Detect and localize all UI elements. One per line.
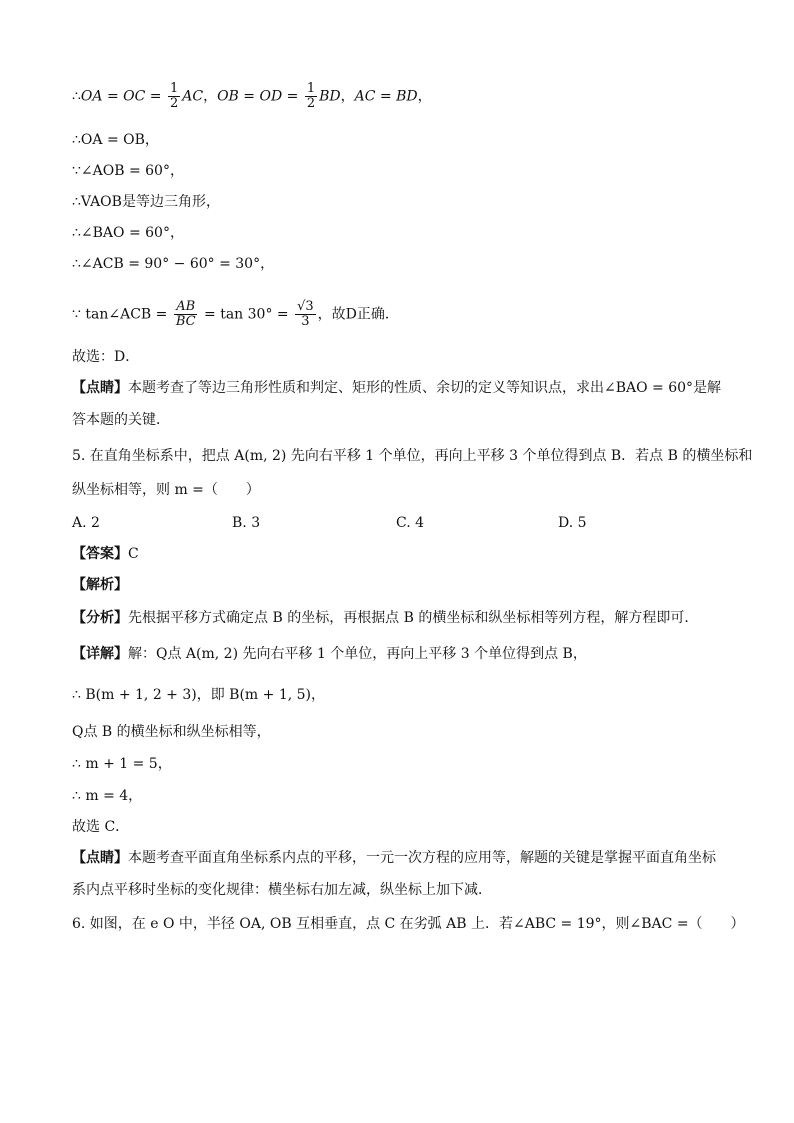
fraction-sqrt3-3 <box>295 300 316 329</box>
line-1 <box>72 82 432 111</box>
fraction-denominator: 2 <box>169 96 179 111</box>
line-9 <box>72 378 721 398</box>
step-3: ∴ m + 1 = 5， <box>72 756 172 772</box>
fraction-numerator: 1 <box>169 81 179 96</box>
expr-ac: AC <box>182 88 204 105</box>
option-a[interactable]: A. 2 <box>72 515 100 531</box>
line-7 <box>72 300 399 329</box>
dianjing-2-line-2: 系内点平移时坐标的变化规律：横坐标右加左减，纵坐标上加下减． <box>72 882 492 898</box>
step-4: ∴ m = 4， <box>72 788 143 804</box>
question-5-line-2: 纵坐标相等，则 m =（ ） <box>72 482 260 498</box>
fraction-numerator: 1 <box>306 81 316 96</box>
step-1: ∴ B(m + 1, 2 + 3)，即 B(m + 1, 5)， <box>72 687 326 703</box>
fraction-numerator: AB <box>176 299 196 314</box>
dianjing-2-text: 本题考查平面直角坐标系内点的平移，一元一次方程的应用等，解题的关键是掌握平面直角坐标 <box>128 850 716 866</box>
jiexi-line <box>72 575 128 595</box>
fraction-denominator: BC <box>175 314 196 329</box>
options-row <box>72 513 722 533</box>
conclusion-text: ，故D正确． <box>317 306 399 323</box>
line-10: 答本题的关键． <box>72 412 170 428</box>
expr-ac-bd: AC = BD <box>354 88 418 105</box>
fraction-ab-bc <box>174 300 198 329</box>
comma: ， <box>340 88 355 105</box>
option-c[interactable]: C. 4 <box>396 515 425 531</box>
answer-line <box>72 544 139 564</box>
line-3: ∵∠AOB = 60°， <box>72 163 184 179</box>
therefore-symbol: ∴ <box>72 88 81 105</box>
answer-value: C <box>128 546 139 562</box>
xiangjie-text: 解：Q点 A(m, 2) 先向右平移 1 个单位，再向上平移 3 个单位得到点 B， <box>128 646 587 662</box>
option-b[interactable]: B. 3 <box>232 515 261 531</box>
expr-oa-oc: OA = OC = <box>80 88 166 105</box>
question-6: 6. 如图，在 e O 中，半径 OA, OB 互相垂直，点 C 在劣弧 AB 上．若∠ABC = 19°，则∠BAC =（ ） <box>72 916 745 932</box>
line-5: ∴∠BAO = 60°， <box>72 225 184 241</box>
tag-dianjing: 【点睛】 <box>72 380 128 396</box>
tag-answer: 【答案】 <box>72 546 128 562</box>
line-4: ∴VAOB是等边三角形， <box>72 194 220 210</box>
fraction-half-2 <box>305 82 317 111</box>
fraction-half-1 <box>168 82 180 111</box>
fraction-numerator: √3 <box>297 299 314 314</box>
step-2: Q点 B 的横坐标和纵坐标相等， <box>72 724 271 740</box>
dianjing-2-line-1 <box>72 848 716 868</box>
tag-fenxi: 【分析】 <box>72 610 128 626</box>
tan30-expr: = tan 30° = <box>199 306 294 323</box>
expr-ob-od: OB = OD = <box>217 88 303 105</box>
line-6: ∴∠ACB = 90° − 60° = 30°， <box>72 256 275 272</box>
dianjing-text: 本题考查了等边三角形性质和判定、矩形的性质、余切的定义等知识点，求出∠BAO = 60°是解 <box>128 380 722 396</box>
fraction-denominator: 2 <box>306 96 316 111</box>
comma: ， <box>417 88 432 105</box>
step-5: 故选 C． <box>72 819 130 835</box>
tag-jiexi: 【解析】 <box>72 577 128 593</box>
fenxi-text: 先根据平移方式确定点 B 的坐标，再根据点 B 的横坐标和纵坐标相等列方程，解方程即可． <box>128 610 699 626</box>
comma: ， <box>203 88 218 105</box>
option-d[interactable]: D. 5 <box>558 515 587 531</box>
expr-bd: BD <box>319 88 341 105</box>
tag-dianjing-2: 【点睛】 <box>72 850 128 866</box>
tag-xiangjie: 【详解】 <box>72 646 128 662</box>
fraction-denominator: 3 <box>301 314 310 329</box>
xiangjie-line <box>72 644 587 664</box>
fenxi-line <box>72 608 698 628</box>
tan-expr: ∵ tan∠ACB = <box>72 306 172 323</box>
line-8: 故选：D． <box>72 349 140 365</box>
question-5-line-1: 5. 在直角坐标系中，把点 A(m, 2) 先向右平移 1 个单位，再向上平移 3 个单位得到点 B．若点 B 的横坐标和 <box>72 448 753 464</box>
line-2: ∴OA = OB， <box>72 132 159 148</box>
